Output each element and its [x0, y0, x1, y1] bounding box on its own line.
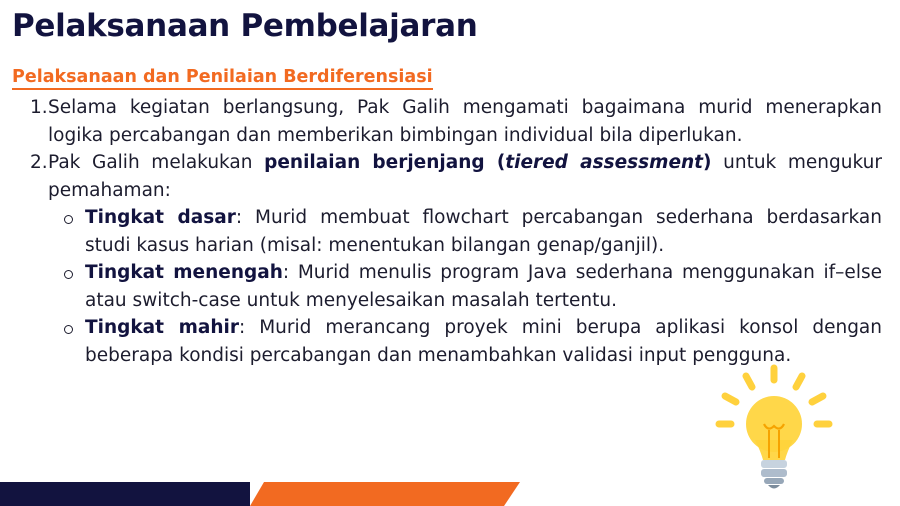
- list-number: 2.: [30, 152, 48, 173]
- footer-bar-orange: [250, 482, 520, 506]
- lightbulb-icon: [715, 362, 833, 494]
- list-item-italic: tiered assessment: [505, 152, 704, 173]
- list-number: 1.: [30, 97, 48, 118]
- circle-bullet-icon: [64, 215, 73, 224]
- level-term: Tingkat mahir: [85, 317, 239, 338]
- paren-open: (: [484, 152, 506, 173]
- sub-item-intermediate: [30, 259, 882, 314]
- list-item-bold: penilaian berjenjang: [264, 152, 485, 173]
- list-item-1: [30, 94, 882, 149]
- level-term: Tingkat dasar: [85, 207, 236, 228]
- level-description: : Murid menulis program Java sederhana menggunakan if–else atau switch-case untuk menyelesaikan masalah tertentu.: [85, 262, 882, 311]
- sub-item-basic: [30, 204, 882, 259]
- sub-list: [30, 204, 882, 369]
- sub-item-advanced: [30, 314, 882, 369]
- slide-title: Pelaksanaan Pembelajaran: [12, 8, 478, 44]
- level-description: : Murid merancang proyek mini berupa aplikasi konsol dengan beberapa kondisi percabangan dan menambahkan validasi input pengguna.: [85, 317, 882, 366]
- list-item-text-post: untuk mengukur pemahaman:: [48, 152, 882, 201]
- circle-bullet-icon: [64, 325, 73, 334]
- level-term: Tingkat menengah: [85, 262, 283, 283]
- level-description: : Murid membuat flowchart percabangan sederhana berdasarkan studi kasus harian (misal: menentukan bilangan genap/ganjil).: [85, 207, 882, 256]
- list-item-text: Selama kegiatan berlangsung, Pak Galih mengamati bagaimana murid menerapkan logika percabangan dan memberikan bimbingan individual bila diperlukan.: [48, 97, 882, 146]
- circle-bullet-icon: [64, 270, 73, 279]
- content-list: [30, 94, 882, 369]
- slide-subtitle: Pelaksanaan dan Penilaian Berdiferensiasi: [12, 67, 433, 90]
- paren-close: ): [703, 152, 712, 173]
- footer-bar-navy: [0, 482, 250, 506]
- list-item-text-pre: Pak Galih melakukan: [48, 152, 265, 173]
- list-item-2: [30, 149, 882, 204]
